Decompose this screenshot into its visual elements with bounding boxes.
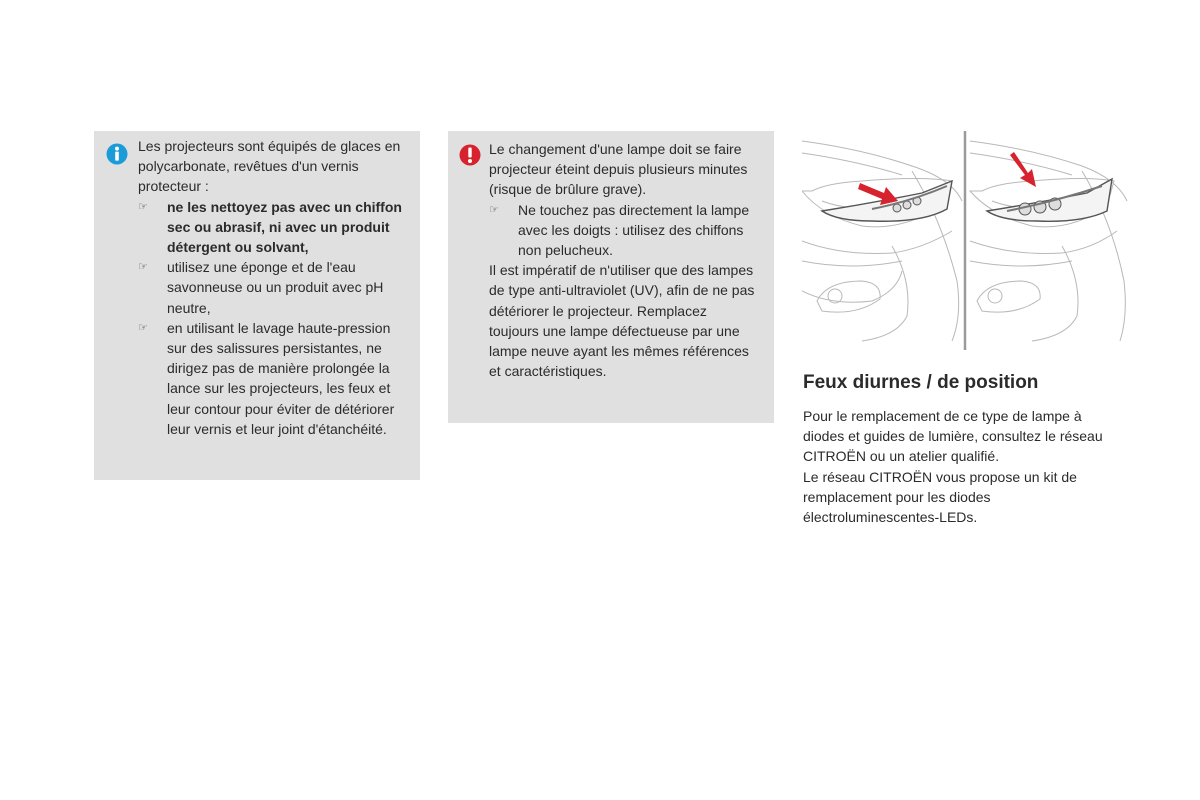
info-icon <box>106 143 128 165</box>
warning-box <box>448 131 774 423</box>
warning-intro: Le changement d'une lampe doit se faire projecteur éteint depuis plusieurs minutes (risque de brûlure grave). <box>489 141 748 198</box>
hand-pointer-icon: ☞ <box>138 260 148 274</box>
section-paragraph-2: Le réseau CITROËN vous propose un kit de remplacement pour les diodes électroluminescentes-LEDs. <box>803 468 1077 526</box>
warning-icon <box>459 144 481 166</box>
list-item <box>489 200 760 261</box>
list-item <box>138 197 412 258</box>
section-paragraph-1: Pour le remplacement de ce type de lampe à diodes et guides de lumière, consultez le réseau CITROËN ou un atelier qualifié. <box>803 408 1103 465</box>
info-item-2: utilisez une éponge et de l'eau savonneuse ou un produit avec pH neutre, <box>167 259 384 316</box>
list-item <box>138 257 412 318</box>
warning-outro: Il est impératif de n'utiliser que des lampes de type anti-ultraviolet (UV), afin de ne pas détériorer le projecteur. Remplacez toujours une lampe défectueuse par une lampe neuve ayant les mêmes références et caractéristiques. <box>489 262 755 380</box>
info-item-3: en utilisant le lavage haute-pression sur des salissures persistantes, ne dirigez pas de manière prolongée la lance sur les projecteurs, les feux et leur contour pour éviter de détériorer leur vernis et leur joint d'étanchéité. <box>167 319 395 437</box>
hand-pointer-icon: ☞ <box>138 199 148 213</box>
hand-pointer-icon: ☞ <box>138 320 148 334</box>
warning-item-1: Ne touchez pas directement la lampe avec les doigts : utilisez des chiffons non pelucheux. <box>518 201 750 259</box>
warning-list <box>489 200 760 261</box>
info-list <box>138 197 412 439</box>
hand-pointer-icon: ☞ <box>489 202 499 216</box>
section-title: Feux diurnes / de position <box>803 372 1039 393</box>
info-box <box>94 131 420 480</box>
info-intro: Les projecteurs sont équipés de glaces en polycarbonate, revêtues d'un vernis protecteur : <box>138 138 401 195</box>
list-item <box>138 318 412 439</box>
info-item-1: ne les nettoyez pas avec un chiffon sec ou abrasif, ni avec un produit détergent ou solvant, <box>167 198 402 256</box>
section-body <box>803 406 1113 527</box>
headlight-illustration <box>802 131 1129 350</box>
